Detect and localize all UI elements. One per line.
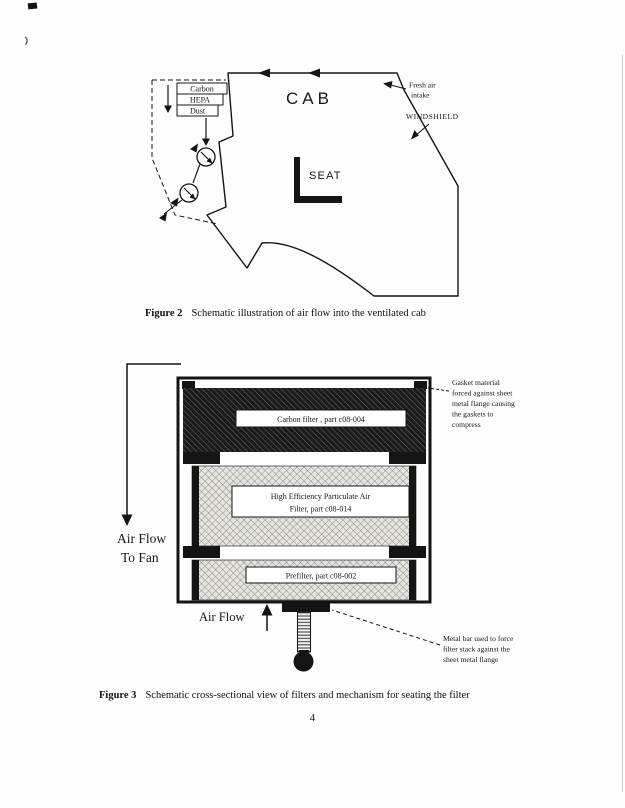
seat-base-shape [294, 196, 342, 203]
gasket-corner-right [414, 381, 427, 389]
page-number: 4 [309, 712, 316, 724]
fresh-air-label-line2: intake [411, 90, 430, 100]
threaded-rod [298, 612, 311, 652]
gasket-bar [389, 546, 426, 558]
scan-artifact-blob [28, 2, 38, 9]
roof-airflow-arrow-icon [308, 69, 320, 78]
gasket-bar [183, 452, 220, 464]
figure3-caption-text: Schematic cross-sectional view of filters and mechanism for seating the filter [145, 690, 470, 701]
duct-arrow-icon [202, 139, 210, 147]
airflow-bottom-label: Air Flow [199, 610, 245, 624]
hepa-frame-left [192, 466, 199, 546]
airflow-to-fan-label-line2: To Fan [121, 550, 159, 565]
windshield-arrow-icon [411, 130, 419, 140]
fresh-air-label-line1: Fresh air [409, 80, 436, 90]
hepa-part-label-line1: High Efficiency Particulate Air [270, 492, 371, 501]
airflow-to-fan-label-line1: Air Flow [117, 531, 167, 546]
metal-bar [282, 601, 330, 612]
figure3-caption-label: Figure 3 [99, 690, 137, 701]
knob [294, 652, 314, 672]
airflow-arrow-icon [190, 144, 198, 153]
filter-intake-arrow-icon [164, 106, 172, 114]
hepa-part-label-line2: Filter, part c08-014 [289, 504, 352, 514]
gasket-note-line5: compress [452, 420, 481, 429]
figure2-caption-text: Schematic illustration of air flow into the ventilated cab [191, 308, 426, 319]
airflow-to-fan-arrow-icon [122, 515, 133, 527]
metal-bar-note-line3: sheet metal flange [443, 655, 499, 664]
gasket-note-line2: forced against sheet [452, 388, 513, 398]
figure2-diagram [152, 69, 459, 297]
gasket-bar [183, 546, 220, 558]
windshield-label: WINDSHIELD [406, 112, 459, 121]
airflow-arrow-icon [159, 213, 167, 222]
hepa-filter-label: HEPA [189, 95, 211, 105]
metal-bar-note-pointer-line [332, 610, 440, 645]
fresh-air-arrow-icon [383, 81, 393, 89]
metal-bar-note-line2: filter stack against the [443, 644, 510, 654]
carbon-filter-label: Carbon [190, 84, 214, 94]
metal-bar-note-line1: Metal bar used to force [443, 634, 514, 643]
roof-airflow-arrow-icon [258, 69, 270, 78]
figure3-caption [99, 689, 599, 704]
seat-label: SEAT [309, 170, 342, 182]
scan-artifact-pen-mark [25, 37, 27, 45]
airflow-to-fan-line [127, 364, 181, 517]
gasket-note-line4: the gaskets to [452, 409, 494, 419]
prefilter-frame-right [409, 560, 416, 600]
hepa-frame-right [409, 466, 416, 546]
gasket-corner-left [182, 381, 195, 389]
prefilter-part-label: Prefilter, part c08-002 [285, 571, 357, 581]
prefilter-frame-left [192, 560, 199, 600]
dust-filter-label: Dust [189, 106, 206, 116]
figure2-caption-label: Figure 2 [145, 308, 183, 319]
figure2-caption [145, 307, 473, 322]
carbon-filter-part-label: Carbon filter , part c08-004 [277, 414, 365, 424]
seat-back-shape [294, 157, 300, 199]
gasket-note-line1: Gasket material [452, 378, 500, 387]
gasket-bar [389, 452, 426, 464]
figure3-diagram [117, 364, 515, 672]
gasket-note-line3: metal flange causing [452, 399, 515, 408]
airflow-bottom-arrow-icon [262, 604, 273, 616]
blower-connector-line [193, 164, 200, 183]
cab-label: CAB [286, 89, 333, 108]
